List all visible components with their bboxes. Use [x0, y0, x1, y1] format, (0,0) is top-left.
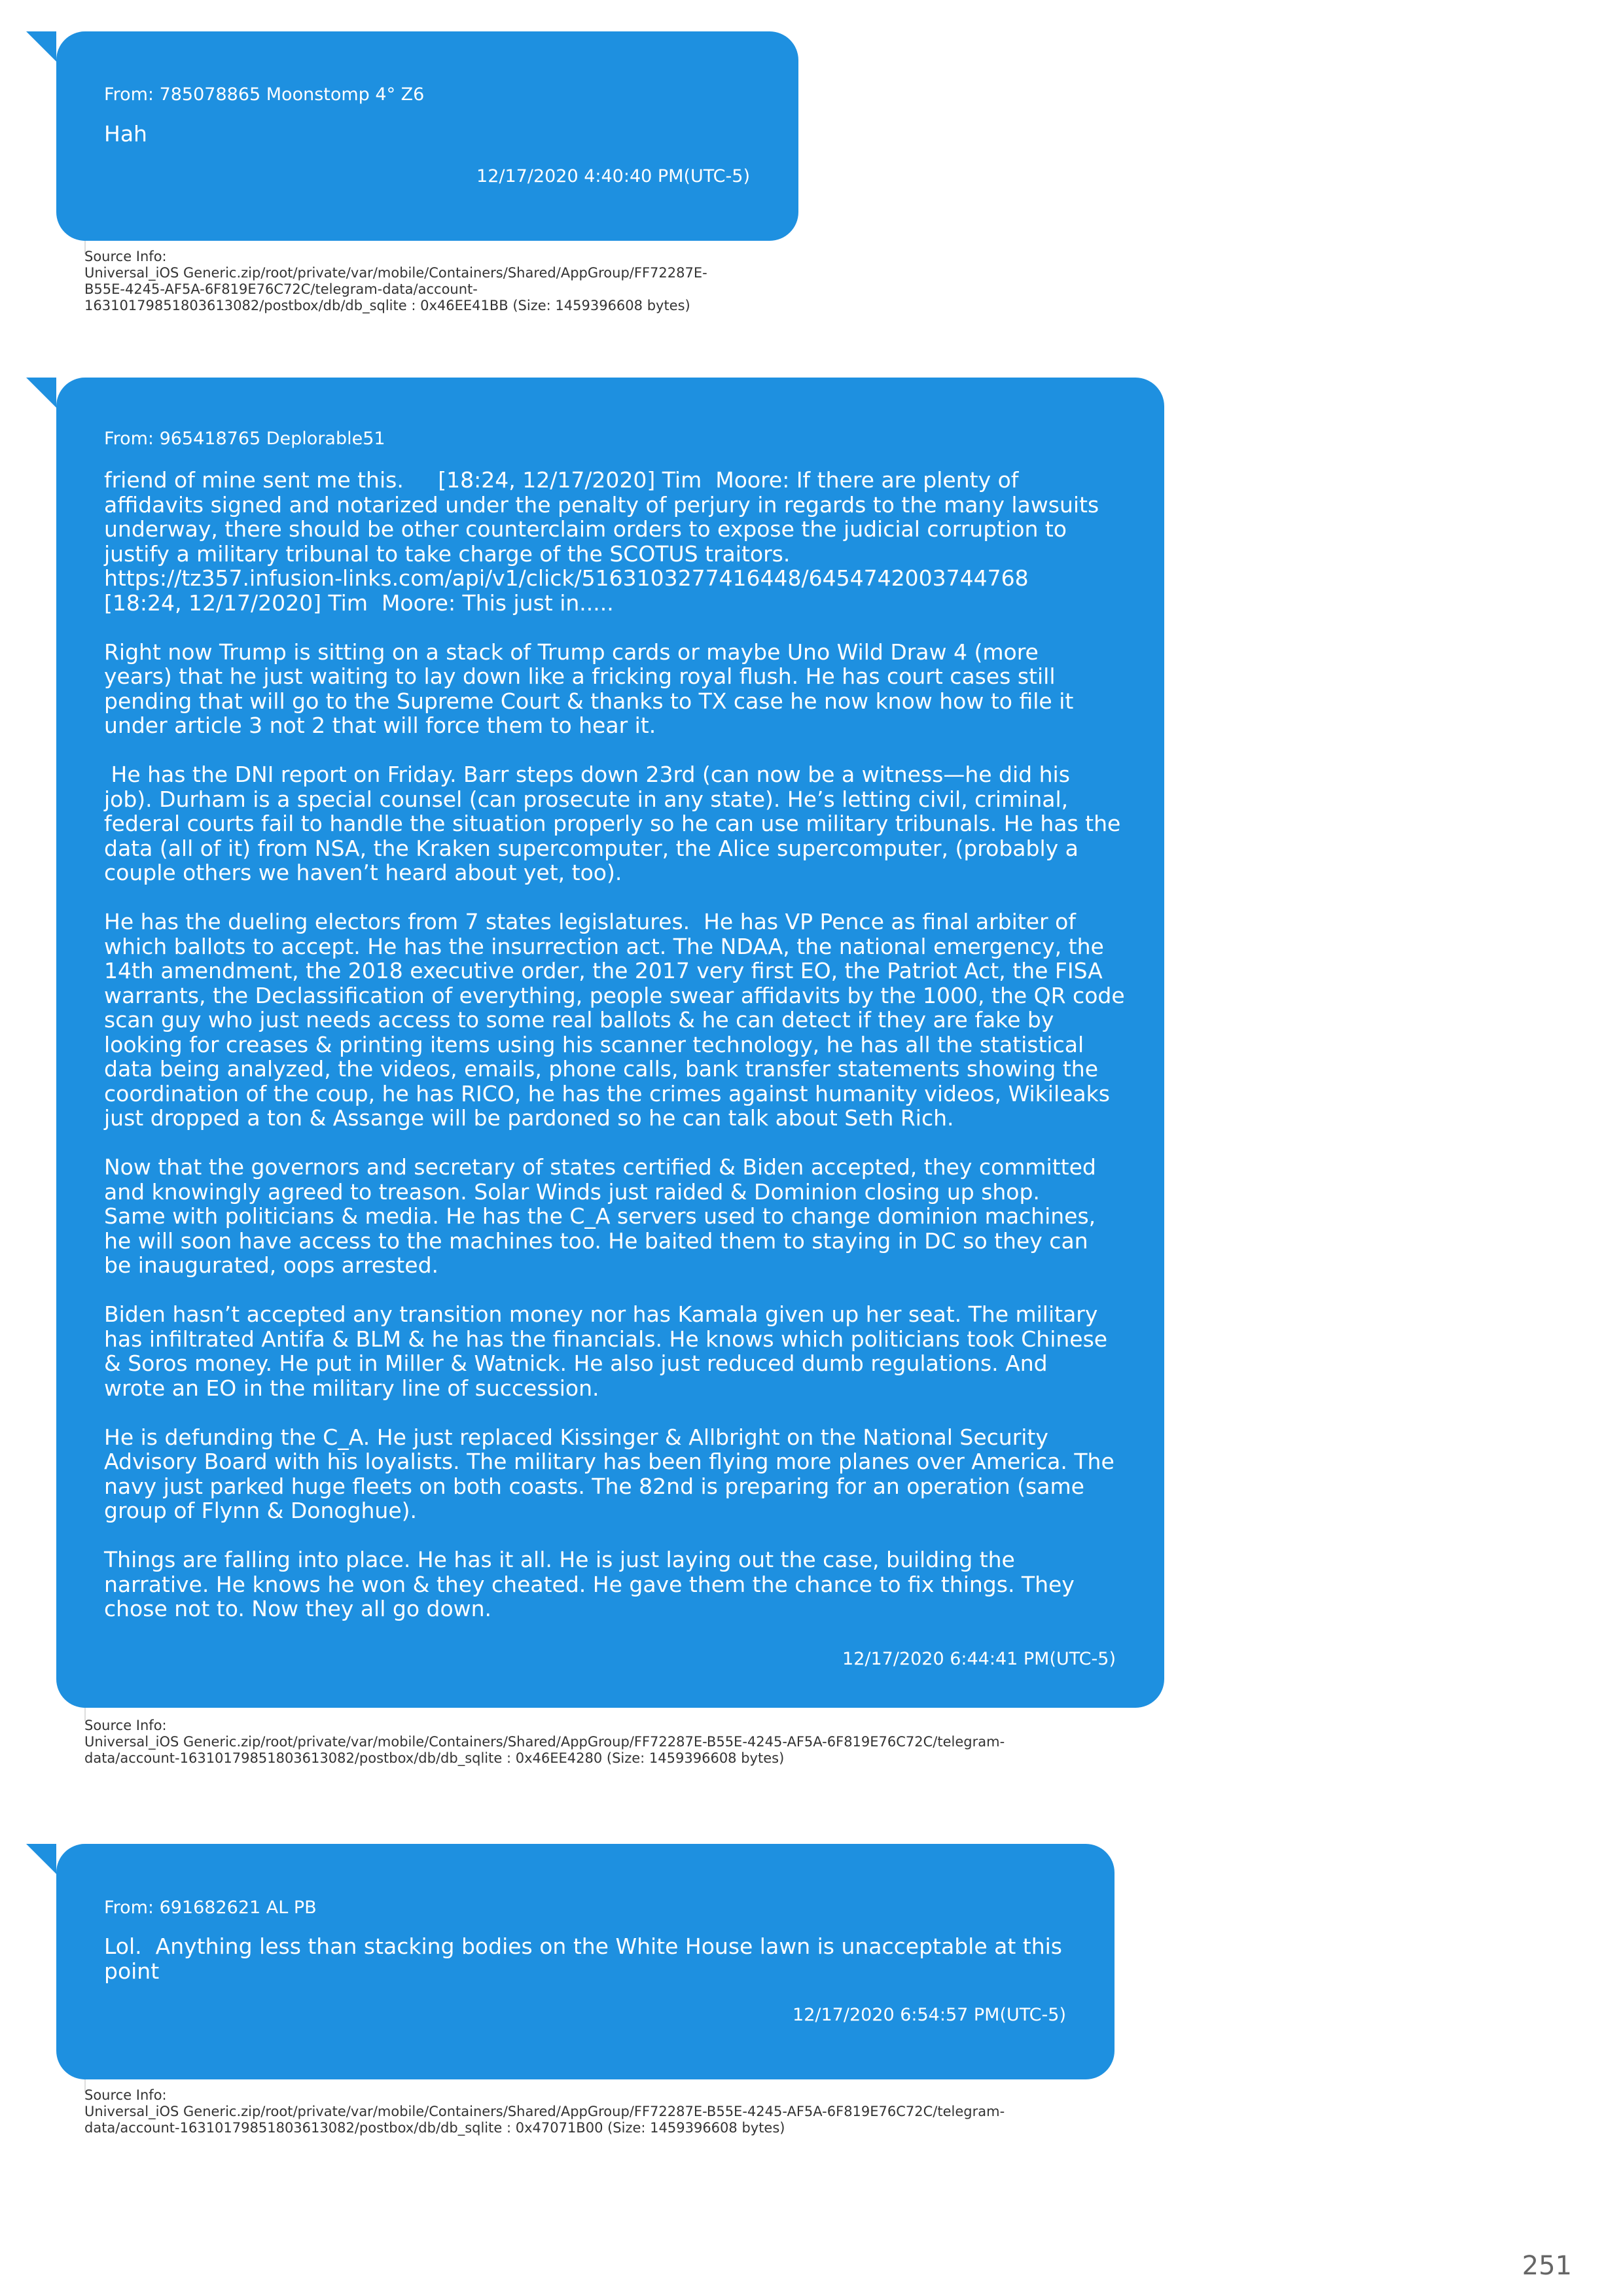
source-info: Source Info: Universal_iOS Generic.zip/root/private/var/mobile/Containers/Shared/AppGroup/FF72287E-B55E-4245-AF5A-6F819E76C72C/telegram- data/account-16310179851803613082/postbox/db/db_sqlite : 0x47071B00 (Size: 1459396608 bytes) — [84, 2087, 1005, 2136]
message-text: Hah — [104, 121, 147, 147]
page-number: 251 — [1522, 2251, 1572, 2281]
message-timestamp: 12/17/2020 4:40:40 PM(UTC-5) — [476, 166, 750, 186]
message-text: Lol. Anything less than stacking bodies on the White House lawn is unacceptable at this point — [104, 1934, 1062, 1984]
message-sender: From: 785078865 Moonstomp 4° Z6 — [104, 84, 425, 105]
message-timestamp: 12/17/2020 6:54:57 PM(UTC-5) — [793, 2005, 1066, 2025]
message-bubble — [56, 1844, 1115, 2079]
message-timestamp: 12/17/2020 6:44:41 PM(UTC-5) — [842, 1649, 1116, 1669]
message-sender: From: 965418765 Deplorable51 — [104, 429, 385, 449]
message-bubble — [56, 378, 1164, 1708]
message-text: friend of mine sent me this. [18:24, 12/17/2020] Tim Moore: If there are plenty of affidavits signed and notarized under the penalty of perjury in regards to the many lawsuits underway, there should be other counterclaim orders to expose the judicial corruption to justify a military tribunal to take charge of the SCOTUS traitors. https://tz357.infusion-links.com/api/v1/click/5163103277416448/6454742003744768 [18:24, 12/17/2020] Tim Moore: This just in..... Right now Trump is sitting on a stack of Trump cards or maybe Uno Wild Draw 4 (more years) that he just waiting to lay down like a fricking royal flush. He has court cases still pending that will go to the Supreme Court & thanks to TX case he now know how to file it under article 3 not 2 that will force them to hear it. He has the DNI report on Friday. Barr steps down 23rd (can now be a witness—he did his job). Durham is a special counsel (can prosecute in any state). He’s letting civil, criminal, federal courts fail to handle the situation properly so he can use military tribunals. He has the data (all of it) from NSA, the Kraken supercomputer, the Alice supercomputer, (probably a couple others we haven’t heard about yet, too). He has the dueling electors from 7 states legislatures. He has VP Pence as final arbiter of which ballots to accept. He has the insurrection act. The NDAA, the national emergency, the 14th amendment, the 2018 executive order, the 2017 very first EO, the Patriot Act, the FISA warrants, the Declassification of everything, people swear affidavits by the 1000, the QR code scan guy who just needs access to some real ballots & he can detect if they are fake by looking for creases & printing items using his scanner technology, he has all the statistical data being analyzed, the videos, emails, phone calls, bank transfer statements showing the coordination of the coup, he has RICO, he has the crimes against humanity videos, Wikileaks just dropped a ton & Assange will be pardoned so he can talk about Seth Rich. Now that the governors and secretary of states certified & Biden accepted, they committed and knowingly agreed to treason. Solar Winds just raided & Dominion closing up shop. Same with politicians & media. He has the C_A servers used to change dominion machines, he will soon have access to the machines too. He baited them to staying in DC so they can be inaugurated, oops arrested. Biden hasn’t accepted any transition money nor has Kamala given up her seat. The military has infiltrated Antifa & BLM & he has the financials. He knows which politicians took Chinese & Soros money. He put in Miller & Watnick. He also just reduced dumb regulations. And wrote an EO in the military line of succession. He is defunding the C_A. He just replaced Kissinger & Allbright on the National Security Advisory Board with his loyalists. The military has been flying more planes over America. The navy just parked huge fleets on both coasts. The 82nd is preparing for an operation (same group of Flynn & Donoghue). Things are falling into place. He has it all. He is just laying out the case, building the narrative. He knows he won & they cheated. He gave them the chance to fix things. They chose not to. Now they all go down. — [104, 467, 1125, 1621]
source-info: Source Info: Universal_iOS Generic.zip/root/private/var/mobile/Containers/Shared/AppGroup/FF72287E-B55E-4245-AF5A-6F819E76C72C/telegram- data/account-16310179851803613082/postbox/db/db_sqlite : 0x46EE4280 (Size: 1459396608 bytes) — [84, 1718, 1005, 1766]
source-info: Source Info: Universal_iOS Generic.zip/root/private/var/mobile/Containers/Shared/AppGroup/FF72287E- B55E-4245-AF5A-6F819E76C72C/telegram-data/account- 16310179851803613082/postbox/db/db_sqlite : 0x46EE41BB (Size: 1459396608 bytes) — [84, 249, 707, 313]
message-bubble — [56, 31, 798, 241]
message-sender: From: 691682621 AL PB — [104, 1898, 317, 1918]
